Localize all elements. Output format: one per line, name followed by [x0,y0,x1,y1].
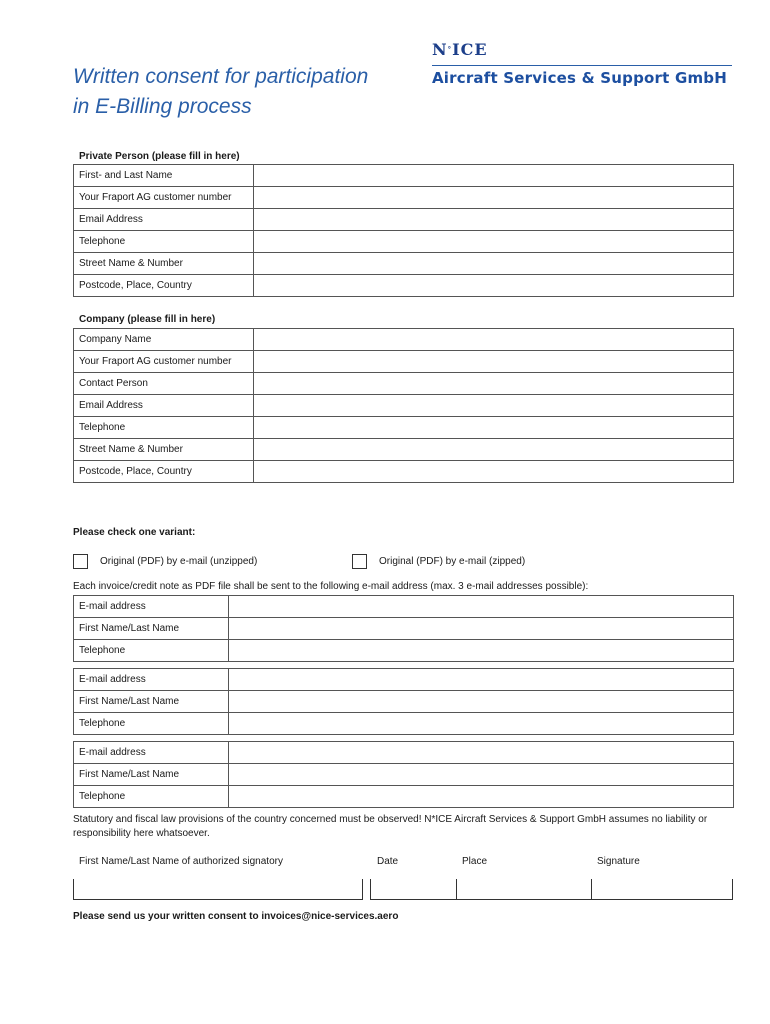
field-label: E-mail address [74,596,229,618]
table-row [74,713,734,735]
input-date[interactable] [371,879,457,900]
table-row [74,417,734,439]
input-signatory-name[interactable] [74,879,363,900]
input-street[interactable] [254,253,734,275]
company-table [73,328,734,483]
input-telephone[interactable] [254,417,734,439]
field-label: E-mail address [74,742,229,764]
table-row [74,640,734,662]
input-contact-telephone[interactable] [229,640,734,662]
table-row [74,786,734,808]
table-row [74,879,733,900]
input-email[interactable] [254,395,734,417]
input-contact-telephone[interactable] [229,786,734,808]
table-row [74,231,734,253]
field-label: Your Fraport AG customer number [74,351,254,373]
checkbox-unzipped[interactable] [73,554,88,569]
table-row [74,187,734,209]
input-telephone[interactable] [254,231,734,253]
table-row [74,209,734,231]
table-row [74,618,734,640]
field-label: Email Address [74,395,254,417]
field-label: Contact Person [74,373,254,395]
option-zipped-label: Original (PDF) by e-mail (zipped) [379,556,526,567]
input-email[interactable] [254,209,734,231]
field-label: Telephone [74,786,229,808]
checkbox-zipped[interactable] [352,554,367,569]
input-contact-name[interactable] [229,691,734,713]
input-contact-name[interactable] [229,764,734,786]
title-line-2: in E-Billing process [73,95,252,118]
field-label: Company Name [74,329,254,351]
table-row [74,373,734,395]
private-section-heading: Private Person (please fill in here) [79,151,240,162]
field-label: Telephone [74,231,254,253]
option-zipped[interactable] [352,554,525,569]
table-row [74,395,734,417]
company-logo [432,40,732,87]
table-row [74,596,734,618]
field-label: Telephone [74,417,254,439]
input-contact-email[interactable] [229,669,734,691]
table-row [74,253,734,275]
logo-mark: N°ICE [432,40,488,59]
logo-rule [432,65,732,66]
input-contact-email[interactable] [229,596,734,618]
input-postcode[interactable] [254,461,734,483]
table-row [74,764,734,786]
date-label: Date [377,856,399,867]
input-postcode[interactable] [254,275,734,297]
signature-gap [363,879,371,900]
disclaimer-text: Statutory and fiscal law provisions of the country concerned must be observed! N*ICE Aircraft Services & Support GmbH assumes no liability or responsibility here whatsoever. [73,814,708,839]
field-label: Email Address [74,209,254,231]
document-title [73,62,368,122]
input-street[interactable] [254,439,734,461]
input-first-last-name[interactable] [254,165,734,187]
field-label: First- and Last Name [74,165,254,187]
signature-boxes [73,879,733,900]
input-customer-number[interactable] [254,351,734,373]
table-row [74,461,734,483]
field-label: Postcode, Place, Country [74,275,254,297]
signatory-name-label: First Name/Last Name of authorized signatory [79,856,283,867]
field-label: First Name/Last Name [74,618,229,640]
footer-instruction: Please send us your written consent to invoices@nice-services.aero [73,911,399,922]
company-section-heading: Company (please fill in here) [79,314,216,325]
input-contact-person[interactable] [254,373,734,395]
input-place[interactable] [457,879,592,900]
input-contact-email[interactable] [229,742,734,764]
title-line-1: Written consent for participation [73,65,369,88]
email-note: Each invoice/credit note as PDF file shall be sent to the following e-mail address (max. 3 e-mail addresses possible): [73,581,589,592]
input-contact-telephone[interactable] [229,713,734,735]
input-signature[interactable] [592,879,733,900]
variant-heading: Please check one variant: [73,527,196,538]
field-label: Telephone [74,640,229,662]
private-person-table [73,164,734,297]
field-label: Postcode, Place, Country [74,461,254,483]
table-row [74,691,734,713]
field-label: Street Name & Number [74,439,254,461]
input-company-name[interactable] [254,329,734,351]
table-row [74,275,734,297]
table-row [74,329,734,351]
email-contact-table-2 [73,668,734,735]
input-contact-name[interactable] [229,618,734,640]
signature-label: Signature [597,856,640,867]
table-row [74,669,734,691]
field-label: First Name/Last Name [74,691,229,713]
email-contact-table-3 [73,741,734,808]
field-label: First Name/Last Name [74,764,229,786]
email-contact-table-1 [73,595,734,662]
field-label: E-mail address [74,669,229,691]
option-unzipped-label: Original (PDF) by e-mail (unzipped) [100,556,258,567]
table-row [74,439,734,461]
field-label: Your Fraport AG customer number [74,187,254,209]
option-unzipped[interactable] [73,554,257,569]
field-label: Street Name & Number [74,253,254,275]
place-label: Place [462,856,488,867]
logo-subtitle: Aircraft Services & Support GmbH [432,69,727,87]
table-row [74,351,734,373]
table-row [74,165,734,187]
input-customer-number[interactable] [254,187,734,209]
table-row [74,742,734,764]
field-label: Telephone [74,713,229,735]
